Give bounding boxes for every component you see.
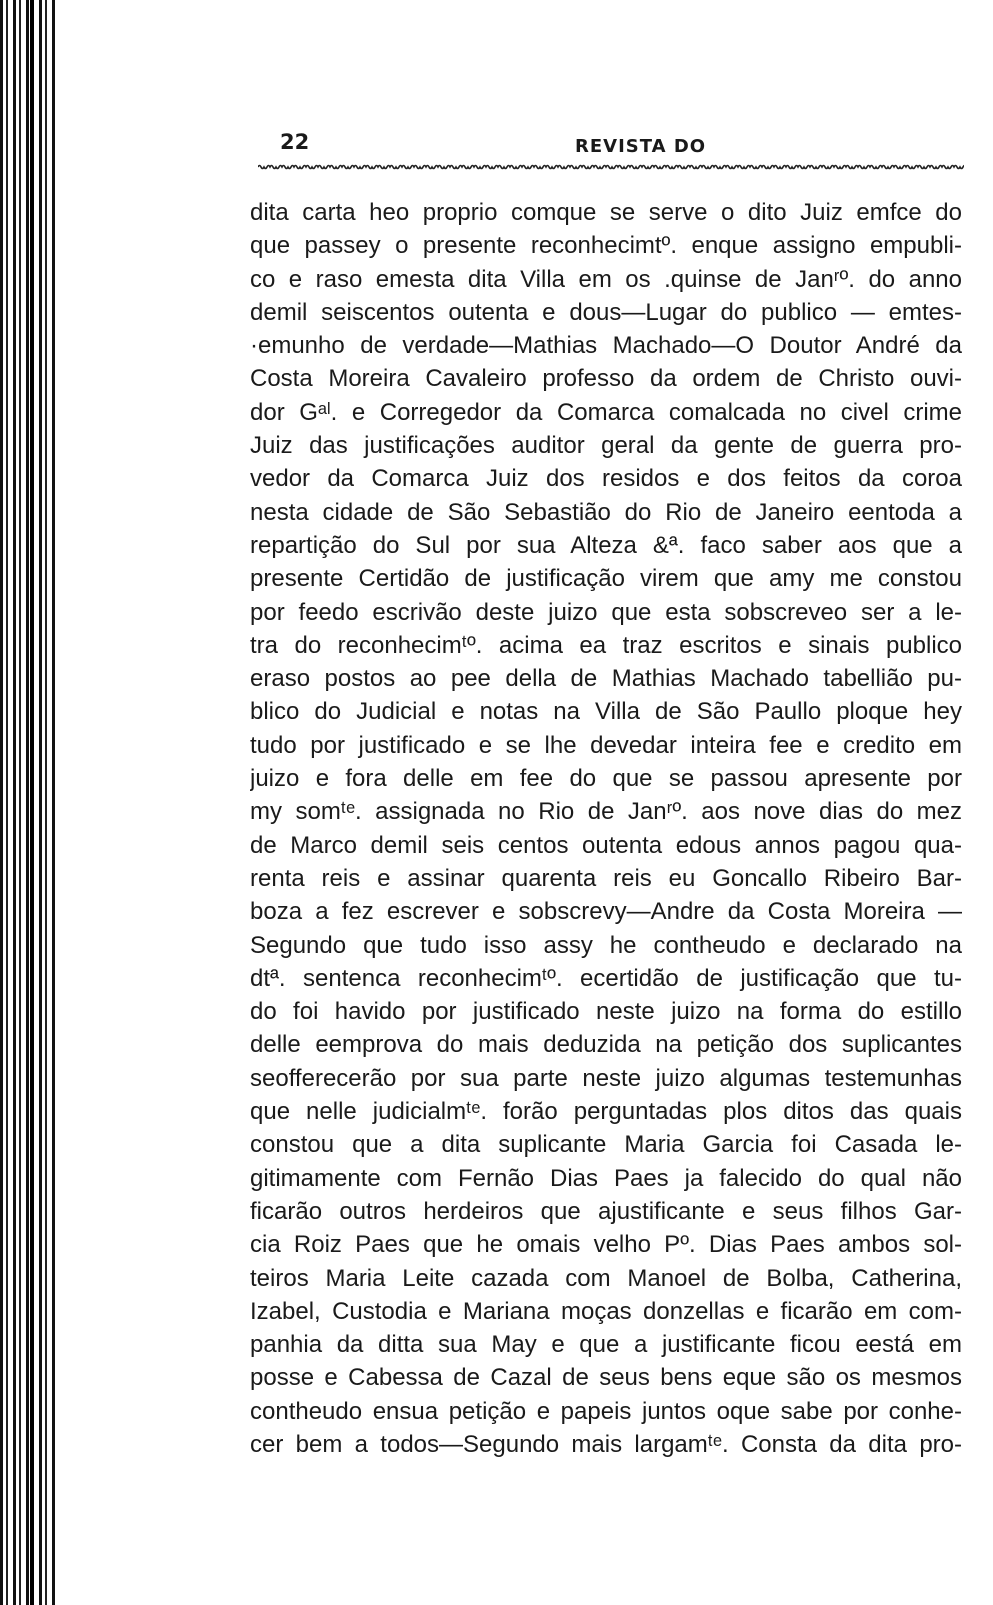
text-line: constou que a dita suplicante Maria Garcia foi Casada le- [250,1131,962,1159]
text-line: tudo por justificado e se lhe devedar inteira fee e credito em [250,731,962,759]
text-line: que passey o presente reconhecimtº. enque assigno empubli- [250,232,962,260]
text-line: demil seiscentos outenta e dous—Lugar do publico — emtes- [250,298,962,326]
running-head [0,130,993,180]
text-line: teiros Maria Leite cazada com Manoel de Bolba, Catherina, [250,1264,962,1292]
text-line: dor Gᵃˡ. e Corregedor da Comarca comalcada no civel crime [250,398,962,426]
text-line: panhia da ditta sua May e que a justificante ficou eestá em [250,1331,962,1359]
text-line: my somᵗᵉ. assignada no Rio de Janʳº. aos nove dias do mez [250,798,962,826]
text-line: gitimamente com Fernão Dias Paes ja falecido do qual não [250,1164,962,1192]
text-line: posse e Cabessa de Cazal de seus bens eque são os mesmos [250,1364,962,1392]
text-line: delle eemprova do mais deduzida na petição dos suplicantes [250,1031,962,1059]
text-line: eraso postos ao pee della de Mathias Machado tabellião pu- [250,665,962,693]
text-line: seofferecerão por sua parte neste juizo algumas testemunhas [250,1064,962,1092]
running-title: REVISTA DO [575,136,707,157]
text-line: tra do reconhecimᵗº. acima ea traz escritos e sinais publico [250,631,962,659]
book-spine-shadow [0,0,58,1605]
text-line: Izabel, Custodia e Mariana moças donzellas e ficarão em com- [250,1297,962,1325]
body-text [250,196,962,1461]
text-line: dtª. sentenca reconhecimᵗº. ecertidão de justificação que tu- [250,964,962,992]
text-line: co e raso emesta dita Villa em os .quinse de Janʳº. do anno [250,265,962,293]
text-line: cia Roiz Paes que he omais velho Pº. Dias Paes ambos sol- [250,1231,962,1259]
text-line: blico do Judicial e notas na Villa de São Paullo ploque hey [250,698,962,726]
text-line: que nelle judicialmᵗᵉ. forão perguntadas plos ditos das quais [250,1098,962,1126]
text-line: dita carta heo proprio comque se serve o dito Juiz emfce do [250,199,962,226]
book-spine-edge [30,0,34,1605]
text-line: ·emunho de verdade—Mathias Machado—O Doutor André da [250,332,962,360]
text-line: de Marco demil seis centos outenta edous annos pagou qua- [250,831,962,859]
text-line: boza a fez escrever e sobscrevy—Andre da Costa Moreira — [250,898,962,926]
text-line: ficarão outros herdeiros que ajustificante e seus filhos Gar- [250,1197,962,1225]
header-wavy-rule [258,162,964,172]
text-line: do foi havido por justificado neste juizo na forma do estillo [250,998,962,1026]
text-line: por feedo escrivão deste juizo que esta sobscreveo ser a le- [250,598,962,626]
text-line: presente Certidão de justificação virem que amy me constou [250,565,962,593]
text-line: renta reis e assinar quarenta reis eu Goncallo Ribeiro Bar- [250,864,962,892]
text-line: repartição do Sul por sua Alteza &ª. faco saber aos que a [250,531,962,559]
text-line: contheudo ensua petição e papeis juntos oque sabe por conhe- [250,1397,962,1425]
text-line: Segundo que tudo isso assy he contheudo e declarado na [250,931,962,959]
text-line: cer bem a todos—Segundo mais largamᵗᵉ. Consta da dita pro- [250,1430,962,1458]
text-line: Juiz das justificações auditor geral da gente de guerra pro- [250,432,962,460]
text-line: nesta cidade de São Sebastião do Rio de Janeiro eentoda a [250,498,962,526]
text-line: vedor da Comarca Juiz dos residos e dos feitos da coroa [250,465,962,493]
text-line: Costa Moreira Cavaleiro professo da ordem de Christo ouvi- [250,365,962,393]
page-number: 22 [280,130,310,154]
text-line: juizo e fora delle em fee do que se passou apresente por [250,765,962,793]
